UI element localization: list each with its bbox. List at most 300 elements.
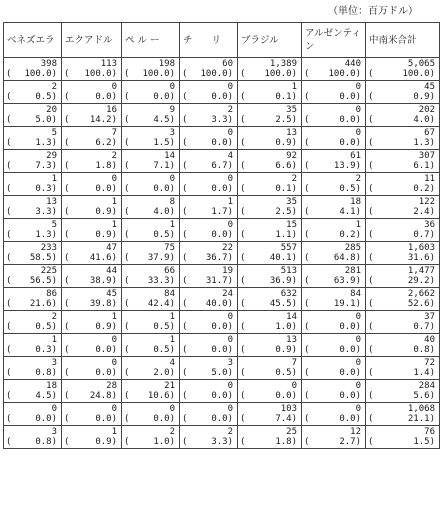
table-cell — [180, 173, 238, 196]
cell-share-value: 6.6 — [275, 161, 292, 171]
column-header: 中南米合計 — [366, 23, 440, 58]
cell-share: ( 0.0) — [182, 414, 233, 424]
table-row — [4, 150, 440, 173]
table-row — [4, 334, 440, 357]
cell-value: 0 — [355, 82, 361, 92]
table-row — [4, 311, 440, 334]
header-row — [4, 23, 440, 58]
cell-share-value: 31.7 — [205, 276, 228, 286]
cell-share-value: 0.0 — [339, 368, 356, 378]
cell-share: ( 38.9) — [64, 276, 117, 286]
cell-share: ( 0.3) — [6, 184, 57, 194]
cell-share: ( 0.5) — [124, 322, 175, 332]
cell-share-value: 0.0 — [339, 115, 356, 125]
cell-value: 86 — [46, 289, 57, 299]
cell-share: ( 100.0) — [124, 69, 175, 79]
cell-value: 0 — [111, 404, 117, 414]
cell-value: 0 — [111, 358, 117, 368]
table-cell — [4, 357, 62, 380]
cell-value: 122 — [418, 197, 435, 207]
cell-share: ( 0.5) — [124, 230, 175, 240]
unit-label: （単位：百万ドル） — [328, 6, 418, 17]
cell-value: 45 — [424, 82, 435, 92]
table-cell — [180, 81, 238, 104]
cell-share: ( 0.8) — [6, 368, 57, 378]
table-cell — [238, 173, 302, 196]
table-cell — [122, 58, 180, 81]
cell-value: 13 — [286, 128, 297, 138]
cell-value: 0 — [227, 128, 233, 138]
table-cell — [366, 311, 440, 334]
cell-share-value: 0.7 — [413, 230, 430, 240]
table-cell — [122, 357, 180, 380]
table-cell — [180, 265, 238, 288]
cell-share-value: 1.3 — [413, 138, 430, 148]
cell-share-value: 36.7 — [205, 253, 228, 263]
table-cell — [180, 127, 238, 150]
cell-share: ( 1.1) — [240, 230, 297, 240]
cell-share: ( 0.0) — [6, 414, 57, 424]
cell-value: 0 — [227, 381, 233, 391]
cell-value: 2 — [51, 82, 57, 92]
cell-value: 14 — [286, 312, 297, 322]
cell-value: 1 — [111, 220, 117, 230]
cell-share: ( 0.0) — [64, 368, 117, 378]
cell-value: 1,477 — [407, 266, 435, 276]
cell-value: 35 — [286, 105, 297, 115]
cell-share: ( 36.9) — [240, 276, 297, 286]
cell-share: ( 0.0) — [304, 92, 361, 102]
cell-value: 15 — [286, 220, 297, 230]
cell-share: ( 21.6) — [6, 299, 57, 309]
cell-share: ( 0.0) — [182, 138, 233, 148]
cell-value: 440 — [344, 59, 361, 69]
cell-share-value: 4.1 — [339, 207, 356, 217]
table-cell — [366, 242, 440, 265]
cell-share: ( 0.9) — [64, 230, 117, 240]
cell-share: ( 40.1) — [240, 253, 297, 263]
cell-share-value: 1.5 — [153, 138, 170, 148]
table-cell — [238, 380, 302, 403]
table-row — [4, 196, 440, 219]
cell-value: 66 — [164, 266, 175, 276]
table-cell — [62, 311, 122, 334]
table-cell — [302, 150, 366, 173]
cell-share-value: 42.4 — [147, 299, 170, 309]
cell-share-value: 0.0 — [339, 322, 356, 332]
table-cell — [366, 196, 440, 219]
cell-share-value: 0.5 — [153, 345, 170, 355]
cell-share: ( 6.2) — [64, 138, 117, 148]
table-cell — [62, 104, 122, 127]
cell-share: ( 0.9) — [368, 92, 435, 102]
cell-share-value: 2.0 — [153, 368, 170, 378]
cell-share-value: 13.9 — [333, 161, 356, 171]
table-cell — [180, 380, 238, 403]
cell-value: 76 — [424, 427, 435, 437]
cell-share-value: 0.0 — [95, 368, 112, 378]
cell-share: ( 4.5) — [6, 391, 57, 401]
cell-share-value: 45.5 — [269, 299, 292, 309]
cell-share: ( 1.0) — [240, 322, 297, 332]
cell-share-value: 0.3 — [35, 184, 52, 194]
cell-value: 18 — [46, 381, 57, 391]
cell-value: 0 — [227, 335, 233, 345]
cell-share-value: 0.0 — [211, 391, 228, 401]
cell-share: ( 29.2) — [368, 276, 435, 286]
cell-share-value: 37.9 — [147, 253, 170, 263]
cell-share: ( 6.1) — [368, 161, 435, 171]
cell-value: 2,662 — [407, 289, 435, 299]
cell-value: 2 — [227, 427, 233, 437]
cell-share-value: 0.0 — [153, 414, 170, 424]
cell-value: 9 — [169, 105, 175, 115]
cell-share: ( 0.7) — [368, 322, 435, 332]
cell-value: 0 — [355, 381, 361, 391]
cell-share: ( 0.5) — [304, 184, 361, 194]
table-cell — [62, 242, 122, 265]
table-cell — [62, 380, 122, 403]
cell-share-value: 1.8 — [95, 161, 112, 171]
cell-value: 20 — [46, 105, 57, 115]
cell-share: ( 1.7) — [182, 207, 233, 217]
cell-share: ( 1.3) — [6, 138, 57, 148]
cell-share-value: 6.1 — [413, 161, 430, 171]
cell-share: ( 40.0) — [182, 299, 233, 309]
cell-share: ( 41.6) — [64, 253, 117, 263]
cell-share: ( 0.0) — [304, 345, 361, 355]
cell-share: ( 0.0) — [64, 414, 117, 424]
cell-share: ( 0.0) — [64, 92, 117, 102]
cell-value: 40 — [424, 335, 435, 345]
cell-value: 0 — [169, 82, 175, 92]
table-cell — [122, 104, 180, 127]
table-cell — [4, 219, 62, 242]
cell-share: ( 19.1) — [304, 299, 361, 309]
table-cell — [4, 104, 62, 127]
cell-value: 1 — [51, 335, 57, 345]
table-cell — [62, 173, 122, 196]
table-cell — [366, 127, 440, 150]
cell-share: ( 5.0) — [6, 115, 57, 125]
table-cell — [238, 265, 302, 288]
cell-value: 21 — [164, 381, 175, 391]
cell-share: ( 52.6) — [368, 299, 435, 309]
table-cell — [366, 403, 440, 426]
cell-share-value: 24.8 — [89, 391, 112, 401]
cell-value: 36 — [424, 220, 435, 230]
cell-share: ( 2.7) — [304, 437, 361, 447]
table-cell — [302, 58, 366, 81]
cell-share-value: 0.0 — [153, 184, 170, 194]
table-cell — [238, 242, 302, 265]
cell-share: ( 1.3) — [6, 230, 57, 240]
cell-share: ( 0.0) — [182, 92, 233, 102]
cell-share: ( 24.8) — [64, 391, 117, 401]
cell-share-value: 0.0 — [95, 345, 112, 355]
cell-share: ( 100.0) — [368, 69, 435, 79]
cell-value: 198 — [158, 59, 175, 69]
cell-share: ( 2.0) — [124, 368, 175, 378]
cell-value: 7 — [291, 358, 297, 368]
cell-share: ( 0.0) — [182, 391, 233, 401]
cell-share: ( 1.5) — [368, 437, 435, 447]
cell-share-value: 0.0 — [153, 92, 170, 102]
cell-share-value: 0.3 — [35, 345, 52, 355]
table-row — [4, 380, 440, 403]
table-cell — [122, 426, 180, 449]
cell-share-value: 0.2 — [413, 184, 430, 194]
table-row — [4, 219, 440, 242]
table-cell — [4, 58, 62, 81]
cell-share-value: 0.5 — [275, 368, 292, 378]
cell-share-value: 58.5 — [29, 253, 52, 263]
cell-share: ( 0.0) — [304, 391, 361, 401]
cell-value: 103 — [280, 404, 297, 414]
table-cell — [302, 357, 366, 380]
cell-share: ( 0.0) — [64, 345, 117, 355]
table-cell — [238, 150, 302, 173]
cell-share: ( 0.9) — [240, 138, 297, 148]
cell-share-value: 63.9 — [333, 276, 356, 286]
cell-share: ( 58.5) — [6, 253, 57, 263]
cell-share-value: 0.0 — [211, 322, 228, 332]
cell-value: 35 — [286, 197, 297, 207]
cell-share-value: 4.5 — [153, 115, 170, 125]
cell-share-value: 0.8 — [35, 437, 52, 447]
cell-share-value: 0.9 — [275, 345, 292, 355]
cell-value: 84 — [350, 289, 361, 299]
cell-value: 22 — [222, 243, 233, 253]
cell-share-value: 0.5 — [153, 230, 170, 240]
cell-value: 37 — [424, 312, 435, 322]
table-cell — [302, 426, 366, 449]
cell-share-value: 0.0 — [211, 184, 228, 194]
table-cell — [366, 58, 440, 81]
cell-value: 2 — [111, 151, 117, 161]
cell-share: ( 42.4) — [124, 299, 175, 309]
table-row — [4, 265, 440, 288]
table-cell — [4, 81, 62, 104]
table-cell — [302, 173, 366, 196]
table-cell — [238, 288, 302, 311]
cell-share-value: 21.6 — [29, 299, 52, 309]
cell-share-value: 21.1 — [407, 414, 430, 424]
cell-value: 18 — [350, 197, 361, 207]
table-cell — [122, 334, 180, 357]
cell-share-value: 5.6 — [413, 391, 430, 401]
cell-share-value: 40.0 — [205, 299, 228, 309]
cell-share-value: 1.3 — [35, 138, 52, 148]
table-cell — [302, 288, 366, 311]
cell-share-value: 100.0 — [264, 69, 292, 79]
cell-share-value: 0.9 — [95, 437, 112, 447]
table-cell — [62, 265, 122, 288]
table-cell — [238, 81, 302, 104]
cell-share: ( 0.0) — [240, 391, 297, 401]
cell-share: ( 39.8) — [64, 299, 117, 309]
cell-share: ( 0.9) — [240, 345, 297, 355]
cell-value: 5 — [51, 220, 57, 230]
cell-value: 5 — [51, 128, 57, 138]
cell-share-value: 0.0 — [35, 414, 52, 424]
table-cell — [62, 150, 122, 173]
cell-share: ( 0.1) — [240, 184, 297, 194]
cell-share-value: 4.0 — [153, 207, 170, 217]
table-cell — [62, 127, 122, 150]
cell-share-value: 0.5 — [35, 92, 52, 102]
table-cell — [62, 288, 122, 311]
cell-value: 3 — [51, 358, 57, 368]
cell-share: ( 5.0) — [182, 368, 233, 378]
cell-share-value: 0.0 — [275, 391, 292, 401]
cell-share: ( 0.5) — [6, 322, 57, 332]
cell-value: 84 — [164, 289, 175, 299]
cell-share: ( 100.0) — [182, 69, 233, 79]
cell-value: 60 — [222, 59, 233, 69]
table-cell — [238, 357, 302, 380]
table-row — [4, 58, 440, 81]
cell-share: ( 0.0) — [64, 184, 117, 194]
cell-share-value: 0.0 — [339, 391, 356, 401]
table-cell — [180, 58, 238, 81]
cell-value: 0 — [111, 335, 117, 345]
cell-share: ( 0.0) — [304, 115, 361, 125]
table-row — [4, 242, 440, 265]
cell-share: ( 1.5) — [124, 138, 175, 148]
table-cell — [62, 403, 122, 426]
cell-share-value: 2.4 — [413, 207, 430, 217]
cell-share: ( 100.0) — [240, 69, 297, 79]
cell-share: ( 7.1) — [124, 161, 175, 171]
table-cell — [302, 219, 366, 242]
cell-value: 11 — [424, 174, 435, 184]
cell-value: 513 — [280, 266, 297, 276]
cell-share-value: 6.7 — [211, 161, 228, 171]
table-cell — [302, 265, 366, 288]
column-header: ブラジル — [238, 23, 302, 58]
cell-share: ( 0.0) — [124, 184, 175, 194]
cell-share: ( 2.4) — [368, 207, 435, 217]
table-cell — [62, 219, 122, 242]
cell-share: ( 3.3) — [182, 115, 233, 125]
cell-value: 1,068 — [407, 404, 435, 414]
cell-value: 632 — [280, 289, 297, 299]
cell-value: 0 — [51, 404, 57, 414]
cell-share-value: 0.1 — [275, 184, 292, 194]
table-cell — [366, 334, 440, 357]
cell-share-value: 2.5 — [275, 207, 292, 217]
cell-share: ( 0.0) — [304, 322, 361, 332]
table-cell — [122, 403, 180, 426]
cell-share-value: 0.5 — [339, 184, 356, 194]
table-row — [4, 426, 440, 449]
cell-share-value: 7.1 — [153, 161, 170, 171]
cell-value: 281 — [344, 266, 361, 276]
cell-share: ( 37.9) — [124, 253, 175, 263]
cell-share-value: 100.0 — [328, 69, 356, 79]
cell-value: 0 — [227, 220, 233, 230]
cell-share-value: 31.6 — [407, 253, 430, 263]
cell-share: ( 63.9) — [304, 276, 361, 286]
cell-value: 0 — [355, 128, 361, 138]
cell-share-value: 0.8 — [413, 345, 430, 355]
cell-share-value: 1.8 — [275, 437, 292, 447]
cell-share: ( 0.8) — [6, 437, 57, 447]
column-header: ペ ル ー — [122, 23, 180, 58]
cell-value: 1 — [169, 312, 175, 322]
cell-share-value: 10.6 — [147, 391, 170, 401]
cell-value: 2 — [355, 174, 361, 184]
cell-value: 1 — [111, 312, 117, 322]
cell-share: ( 33.3) — [124, 276, 175, 286]
cell-value: 3 — [227, 358, 233, 368]
table-cell — [180, 150, 238, 173]
table-cell — [4, 311, 62, 334]
cell-share-value: 6.2 — [95, 138, 112, 148]
cell-share: ( 0.0) — [304, 414, 361, 424]
table-row — [4, 357, 440, 380]
table-cell — [302, 403, 366, 426]
table-cell — [238, 426, 302, 449]
table-cell — [62, 81, 122, 104]
table-cell — [366, 265, 440, 288]
cell-share: ( 0.5) — [124, 345, 175, 355]
cell-value: 4 — [169, 358, 175, 368]
cell-share-value: 39.8 — [89, 299, 112, 309]
cell-share: ( 1.0) — [124, 437, 175, 447]
cell-value: 2 — [291, 174, 297, 184]
cell-share-value: 52.6 — [407, 299, 430, 309]
cell-share-value: 1.1 — [275, 230, 292, 240]
table-cell — [122, 380, 180, 403]
cell-share-value: 0.0 — [211, 92, 228, 102]
cell-share: ( 0.0) — [304, 368, 361, 378]
cell-share-value: 3.3 — [211, 437, 228, 447]
cell-value: 45 — [106, 289, 117, 299]
table-cell — [302, 334, 366, 357]
cell-value: 13 — [286, 335, 297, 345]
cell-share-value: 7.3 — [35, 161, 52, 171]
table-cell — [180, 219, 238, 242]
table-cell — [180, 403, 238, 426]
table-cell — [4, 288, 62, 311]
cell-share-value: 3.3 — [211, 115, 228, 125]
cell-share: ( 0.0) — [182, 345, 233, 355]
table-cell — [238, 403, 302, 426]
cell-share: ( 0.0) — [182, 322, 233, 332]
cell-share-value: 1.0 — [153, 437, 170, 447]
cell-value: 0 — [169, 404, 175, 414]
cell-value: 1,389 — [269, 59, 297, 69]
cell-value: 13 — [46, 197, 57, 207]
cell-value: 285 — [344, 243, 361, 253]
table-cell — [62, 334, 122, 357]
cell-value: 225 — [40, 266, 57, 276]
cell-value: 0 — [355, 335, 361, 345]
cell-value: 0 — [355, 404, 361, 414]
cell-share-value: 0.9 — [95, 207, 112, 217]
cell-value: 75 — [164, 243, 175, 253]
cell-value: 0 — [111, 82, 117, 92]
cell-share-value: 0.9 — [413, 92, 430, 102]
table-cell — [238, 127, 302, 150]
cell-value: 1 — [51, 174, 57, 184]
cell-value: 92 — [286, 151, 297, 161]
table-cell — [4, 127, 62, 150]
cell-value: 4 — [227, 151, 233, 161]
table-cell — [238, 196, 302, 219]
